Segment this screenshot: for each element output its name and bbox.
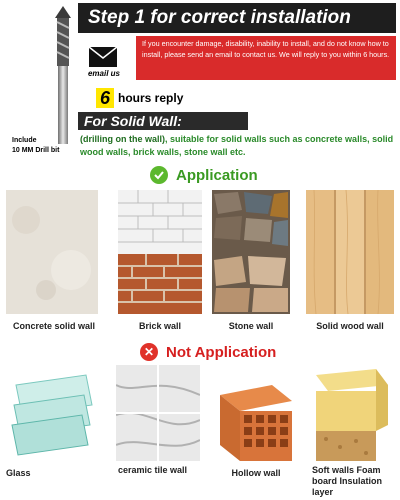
- brick-wall-image: [118, 190, 202, 314]
- email-us-link[interactable]: email us: [87, 69, 120, 78]
- hollow-brick-image: [216, 365, 296, 465]
- caption-foam: Soft walls Foam board Insulation layer: [312, 465, 383, 497]
- application-heading: [150, 166, 258, 184]
- check-icon: [150, 166, 168, 184]
- caption-glass: Glass: [6, 468, 31, 478]
- caption-ceramic: ceramic tile wall: [118, 465, 188, 475]
- drill-size-label: 10 MM Drill bit: [12, 147, 60, 154]
- solid-wall-desc-part1: (drilling on the wall): [80, 134, 165, 144]
- drill-include-label: Include: [12, 137, 37, 144]
- stone-wall-image: [212, 190, 290, 314]
- caption-wood: Solid wood wall: [316, 321, 384, 331]
- not-application-title: Not Application: [166, 343, 277, 361]
- solid-wall-title: For Solid Wall:: [78, 112, 248, 130]
- concrete-wall-image: [6, 190, 98, 314]
- ceramic-tile-image: [116, 365, 200, 461]
- application-title: Application: [176, 166, 258, 184]
- caption-concrete: Concrete solid wall: [12, 321, 96, 331]
- reply-hours-number: 6: [96, 88, 114, 108]
- drill-bit-image: [52, 6, 74, 146]
- reply-time: [96, 88, 183, 108]
- caption-hollow: Hollow wall: [231, 468, 281, 478]
- foam-board-image: [306, 365, 394, 465]
- solid-wall-desc-part2: , suitable for solid walls such as concrete walls, solid wood walls, brick walls, stone wall etc.: [80, 134, 394, 157]
- close-icon: ✕: [140, 343, 158, 361]
- solid-wall-description: [80, 133, 398, 159]
- page-title: Step 1 for correct installation: [78, 3, 396, 33]
- contact-message: If you encounter damage, disability, inability to install, and do not know how to install, please send an email to contact us. We will reply to you within 6 hours.: [136, 36, 396, 80]
- mail-icon: [88, 42, 118, 72]
- reply-hours-text: hours reply: [118, 91, 184, 105]
- not-application-heading: [140, 343, 276, 361]
- glass-image: [6, 365, 98, 465]
- caption-brick: Brick wall: [138, 321, 182, 331]
- wood-wall-image: [306, 190, 394, 314]
- caption-stone: Stone wall: [228, 321, 274, 331]
